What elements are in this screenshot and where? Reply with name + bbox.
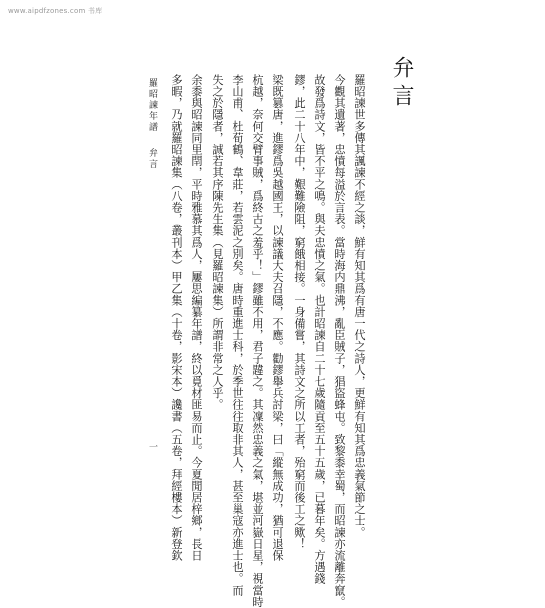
- text-column-4: 鏐，此二十八年中，艱難險阻，窮餓相接。一身備嘗，其詩文之所以工者，殆窮而後工之歟！: [293, 74, 306, 550]
- text-column-1: 羅昭諫世多傳其諷諫不經之談，鮮有知其爲有唐一代之詩人，更鮮有知其爲忠義氣節之士。: [353, 74, 366, 538]
- text-column-9: 余黍與昭諫同里閈，平時雅慕其爲人，屢思編纂年譜，終以覓材匪易而止。今夏閒居梓鄉，長日: [190, 74, 203, 562]
- page-footer: [146, 70, 158, 530]
- footer-book-title: 羅昭諫年譜: [147, 78, 157, 133]
- text-column-2: 今觀其遺著，忠憤每溢於言表。當時海内鼎沸，亂臣賊子，猖盜蜂屯。致黎黍幸蜀，而昭諫亦流離奔竄。: [333, 74, 346, 608]
- text-column-6: 杭越，奈何交臂事賊，爲終古之羞乎！」鏐雖不用，君子韙之。其凜然忠義之氣，堪並河嶽日星，視當時: [251, 74, 264, 608]
- text-column-5: 梁既篡唐，進鏐爲吳越國王，以諫議大夫召隱，不應。勸鏐舉兵討梁，曰「縱無成功，猶可退保: [271, 74, 284, 562]
- footer-section: 弁言: [147, 148, 157, 170]
- text-column-10: 多暇，乃就羅昭諫集（八卷，叢刊本）甲乙集（十卷，影宋本）讒書（五卷，拜經樓本）新登欽: [170, 74, 183, 562]
- text-column-7: 李山甫、杜荀鶴、韋莊，若雲泥之別矣。唐時重進士科，於季世往往取非其人，甚至巢寇亦進士也。而: [231, 74, 244, 596]
- footer-page-number: 一: [147, 442, 157, 453]
- text-column-3: 故發爲詩文，皆不平之鳴。與夫忠憤之氣。也計昭諫自二十七歲隨貢至五十五歲，已暮年矣。方遇錢: [313, 74, 326, 585]
- text-column-8: 失之於隱者，誠若其序陳先生集（見羅昭諫集）所謂非常之人乎。: [211, 74, 224, 411]
- watermark-text: www.aipdfzones.com 书库: [8, 7, 103, 15]
- page-title: 弁言: [389, 56, 414, 112]
